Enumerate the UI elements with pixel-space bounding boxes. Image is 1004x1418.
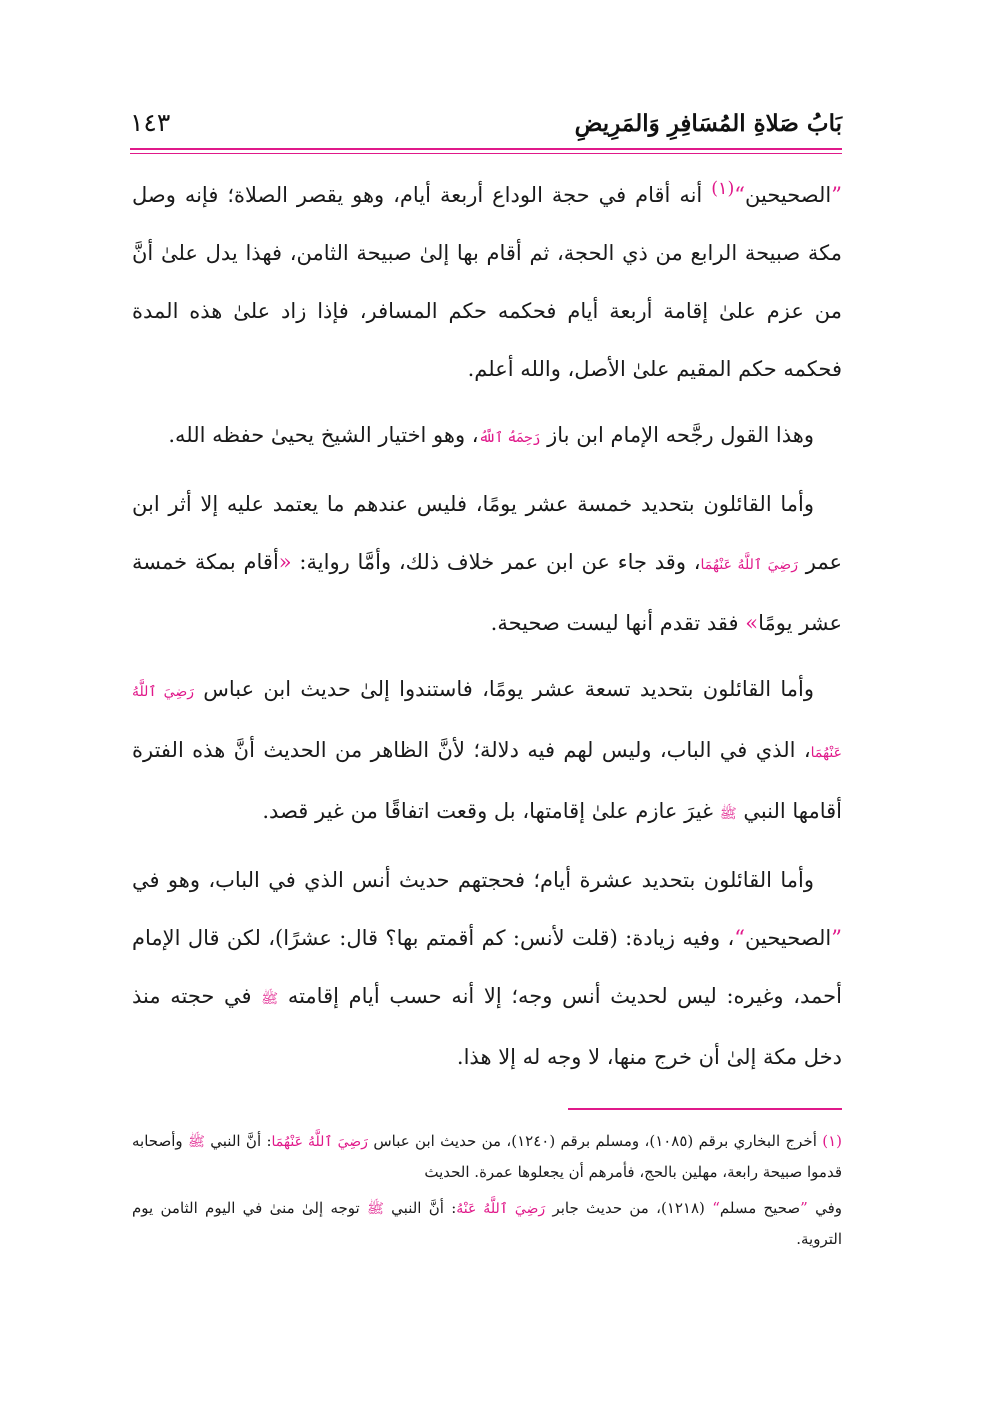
quote-mark: “: [712, 1199, 720, 1217]
paragraph-5: [132, 851, 842, 1086]
chapter-title: بَابُ صَلاةِ المُسَافِرِ وَالمَرِيضِ: [574, 110, 842, 137]
page-header: [130, 102, 842, 146]
footnote-text: (١٢١٨)، من حديث جابر: [545, 1199, 713, 1217]
radiallahu-anhuma-glyph: رَضِيَ ٱللَّهُ عَنْهُمَا: [700, 557, 798, 573]
paragraph-text: وهذا القول رجَّحه الإمام ابن باز: [540, 423, 814, 447]
paragraph-text: غيرَ عازم علىٰ إقامتها، بل وقعت اتفاقًا من غير قصد.: [262, 799, 720, 823]
footnote-separator: [568, 1108, 842, 1110]
paragraph-4: [132, 660, 842, 843]
paragraph-3: [132, 475, 842, 652]
paragraph-text: ، وفيه زيادة: (قلت لأنس: كم أقمتم بها؟ قال: عشرًا)، لكن قال الإمام أحمد، وغيره: ليس لحديث أنس وجه؛ إلا أنه حسب أيام إقامته: [132, 926, 842, 1008]
paragraph-text: في حجته منذ دخل مكة إلىٰ أن خرج منها، لا وجه له إلا هذا.: [132, 984, 842, 1069]
paragraph-text: أنه أقام في حجة الوداع أربعة أيام، وهو يقصر الصلاة؛ فإنه وصل مكة صبيحة الرابع من ذي الحجة، ثم أقام بها إلىٰ صبيحة الثامن، فهذا يدل علىٰ أنَّ من عزم علىٰ إقامة أربعة أيام فحكمه حكم المسافر، فإذا زاد علىٰ هذه المدة فحكمه حكم المقيم علىٰ الأصل، والله أعلم.: [132, 183, 842, 381]
book-title: الصحيحين: [745, 926, 832, 950]
paragraph-text: ، الذي في الباب، وليس لهم فيه دلالة؛ لأنَّ الظاهر من الحديث أنَّ هذه الفترة أقامها النبي: [132, 738, 842, 823]
paragraph-text: ، وهو اختيار الشيخ يحيىٰ حفظه الله.: [168, 423, 479, 447]
footnote-ref[interactable]: (١): [711, 179, 735, 199]
rahimahullah-glyph: رَحِمَهُ ٱللَّهُ: [478, 430, 541, 446]
quote-mark: ”: [831, 926, 842, 950]
sallallahu-glyph: ﷺ: [366, 1201, 384, 1217]
quote-mark: «: [278, 550, 292, 574]
footnote-text: : أنَّ النبي: [204, 1132, 272, 1150]
footnote-text: أخرج البخاري برقم (١٠٨٥)، ومسلم برقم (١٢٤٠)، من حديث ابن عباس: [367, 1132, 823, 1150]
radiallahu-anhuma-glyph: رَضِيَ ٱللَّهُ عَنْهُمَا: [271, 1134, 368, 1150]
book-title: الصحيحين: [745, 183, 832, 207]
footnote-text: توجه إلىٰ منىٰ في اليوم الثامن يوم التروية.: [132, 1199, 842, 1248]
footnotes: [132, 1126, 842, 1260]
sallallahu-glyph: ﷺ: [719, 806, 737, 822]
footnote-text: : أنَّ النبي: [383, 1199, 457, 1217]
paragraph-text: وأما القائلون بتحديد عشرة أيام؛ فحجتهم حديث أنس الذي في الباب، وهو في: [132, 868, 814, 892]
paragraph-1: [132, 160, 842, 398]
footnote-text: وفي: [807, 1199, 843, 1217]
footnote-1: [132, 1126, 842, 1187]
header-rule-thick: [130, 148, 842, 150]
quote-mark: “: [734, 926, 746, 950]
quote-mark: »: [745, 611, 759, 635]
page-number: ١٤٣: [130, 108, 171, 137]
main-text: [132, 160, 842, 1094]
quote-mark: ”: [800, 1199, 808, 1217]
paragraph-text: فقد تقدم أنها ليست صحيحة.: [490, 611, 746, 635]
radiallahu-anhuma-glyph: رَضِيَ ٱللَّهُ عَنْهُمَا: [132, 684, 842, 761]
footnote-text: وأصحابه قدموا صبيحة رابعة، مهلين بالحج، فأمرهم أن يجعلوها عمرة. الحديث: [132, 1132, 842, 1181]
quote-mark: “: [734, 183, 746, 207]
paragraph-text: وأما القائلون بتحديد تسعة عشر يومًا، فاستندوا إلىٰ حديث ابن عباس: [193, 677, 814, 701]
quote-mark: ”: [831, 183, 842, 207]
narration-quote: أقام بمكة خمسة عشر يومًا: [132, 550, 842, 635]
paragraph-2: [132, 406, 842, 467]
book-title: صحيح مسلم: [719, 1199, 801, 1217]
sallallahu-glyph: ﷺ: [261, 991, 279, 1007]
sallallahu-glyph: ﷺ: [187, 1134, 205, 1150]
footnote-number: (١): [822, 1132, 843, 1150]
paragraph-text: ، وقد جاء عن ابن عمر خلاف ذلك، وأمَّا رواية:: [291, 550, 701, 574]
header-rule-thin: [130, 153, 842, 154]
radiallahu-anhu-glyph: رَضِيَ ٱللَّهُ عَنْهُ: [456, 1201, 546, 1217]
footnote-1-continued: [132, 1193, 842, 1254]
paragraph-text: وأما القائلون بتحديد خمسة عشر يومًا، فليس عندهم ما يعتمد عليه إلا أثر ابن عمر: [132, 492, 843, 574]
